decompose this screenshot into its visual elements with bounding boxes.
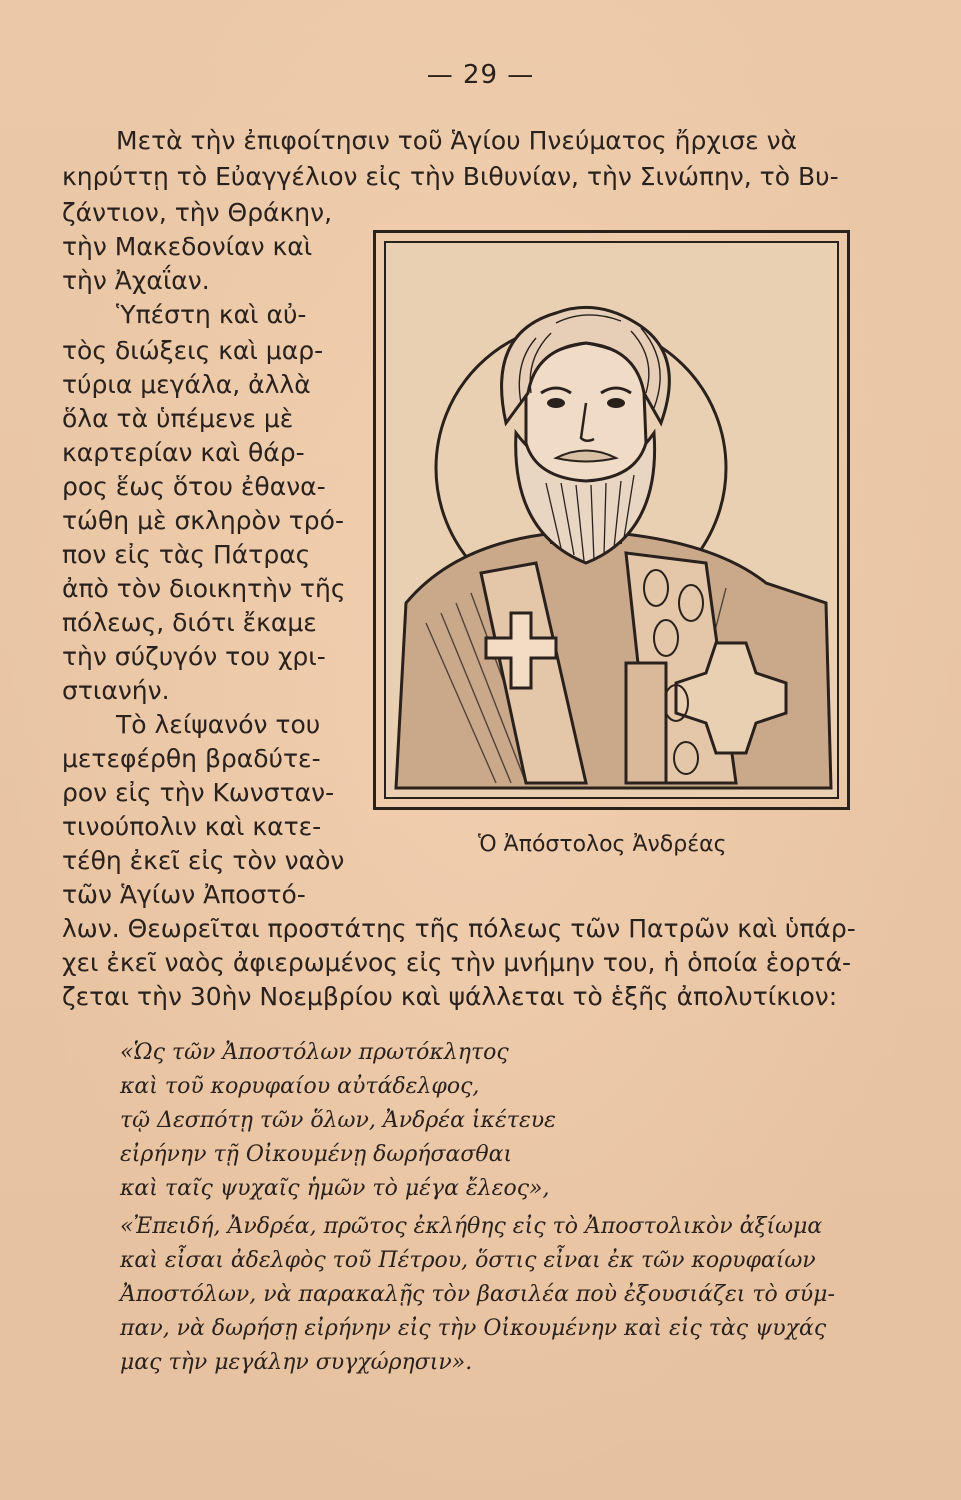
translation-line: μας τὴν μεγάλην συγχώρησιν». bbox=[120, 1350, 473, 1375]
body-line: τέθη ἐκεῖ εἰς τὸν ναὸν bbox=[62, 846, 345, 875]
hymn-line: «Ὡς τῶν Ἀποστόλων πρωτόκλητος bbox=[120, 1040, 509, 1065]
translation-line: καὶ εἶσαι ἀδελφὸς τοῦ Πέτρου, ὅστις εἶναι ἐκ τῶν κορυφαίων bbox=[120, 1248, 816, 1273]
body-line: τὸς διώξεις καὶ μαρ- bbox=[62, 336, 324, 365]
body-line: ἀπὸ τὸν διοικητὴν τῆς bbox=[62, 574, 346, 603]
hymn-line: καὶ ταῖς ψυχαῖς ἡμῶν τὸ μέγα ἔλεος», bbox=[120, 1176, 550, 1201]
saint-andrew-icon-image bbox=[384, 241, 839, 799]
body-line: τύρια μεγάλα, ἀλλὰ bbox=[62, 370, 311, 399]
hymn-line: τῷ Δεσπότῃ τῶν ὅλων, Ἀνδρέα ἱκέτευε bbox=[120, 1108, 556, 1133]
saint-andrew-illustration bbox=[386, 243, 839, 799]
body-line: καρτερίαν καὶ θάρ- bbox=[62, 438, 305, 467]
translation-line: παν, νὰ δωρήσῃ εἰρήνην εἰς τὴν Οἰκουμένην καὶ εἰς τὰς ψυχάς bbox=[120, 1316, 827, 1341]
body-line: τῶν Ἁγίων Ἀποστό- bbox=[62, 880, 306, 909]
body-line: τὴν Μακεδονίαν καὶ bbox=[62, 232, 313, 261]
body-line: Ὑπέστη καὶ αὐ- bbox=[116, 300, 307, 329]
translation-line: «Ἐπειδή, Ἀνδρέα, πρῶτος ἐκλήθης εἰς τὸ Ἀποστολικὸν ἀξίωμα bbox=[120, 1214, 823, 1239]
body-line: πον εἰς τὰς Πάτρας bbox=[62, 540, 311, 569]
body-line: τὴν Ἀχαΐαν. bbox=[62, 266, 210, 295]
body-line: τὴν σύζυγόν του χρι- bbox=[62, 642, 326, 671]
body-line: ὅλα τὰ ὑπέμενε μὲ bbox=[62, 404, 294, 433]
page-number: — 29 — bbox=[426, 60, 535, 90]
body-line: ρος ἕως ὅτου ἐθανα- bbox=[62, 472, 326, 501]
body-line: λων. Θεωρεῖται προστάτης τῆς πόλεως τῶν Πατρῶν καὶ ὑπάρ- bbox=[62, 914, 856, 943]
translation-line: Ἀποστόλων, νὰ παρακαλῇς τὸν βασιλέα ποὺ ἐξουσιάζει τὸ σύμ- bbox=[120, 1282, 835, 1307]
figure-caption: Ὁ Ἀπόστολος Ἀνδρέας bbox=[478, 832, 727, 857]
body-line: μετεφέρθη βραδύτε- bbox=[62, 744, 321, 773]
body-line: κηρύττῃ τὸ Εὐαγγέλιον εἰς τὴν Βιθυνίαν, τὴν Σινώπην, τὸ Βυ- bbox=[62, 162, 839, 191]
icon-figure-frame bbox=[373, 230, 850, 810]
body-line: στιανήν. bbox=[62, 676, 170, 705]
hymn-line: εἰρήνην τῇ Οἰκουμένῃ δωρήσασθαι bbox=[120, 1142, 513, 1167]
body-line: χει ἐκεῖ ναὸς ἀφιερωμένος εἰς τὴν μνήμην του, ἡ ὁποία ἑορτά- bbox=[62, 948, 851, 977]
body-line: πόλεως, διότι ἔκαμε bbox=[62, 608, 317, 637]
body-line: Μετὰ τὴν ἐπιφοίτησιν τοῦ Ἁγίου Πνεύματος ἤρχισε νὰ bbox=[116, 126, 798, 155]
body-line: ζάντιον, τὴν Θράκην, bbox=[62, 198, 333, 227]
body-line: τώθη μὲ σκληρὸν τρό- bbox=[62, 506, 344, 535]
body-line: τινούπολιν καὶ κατε- bbox=[62, 812, 322, 841]
body-line: ζεται τὴν 30ὴν Νοεμβρίου καὶ ψάλλεται τὸ ἑξῆς ἀπολυτίκιον: bbox=[62, 982, 838, 1011]
body-line: ρον εἰς τὴν Κωνσταν- bbox=[62, 778, 335, 807]
hymn-line: καὶ τοῦ κορυφαίου αὐτάδελφος, bbox=[120, 1074, 480, 1099]
body-line: Τὸ λείψανόν του bbox=[116, 710, 321, 739]
